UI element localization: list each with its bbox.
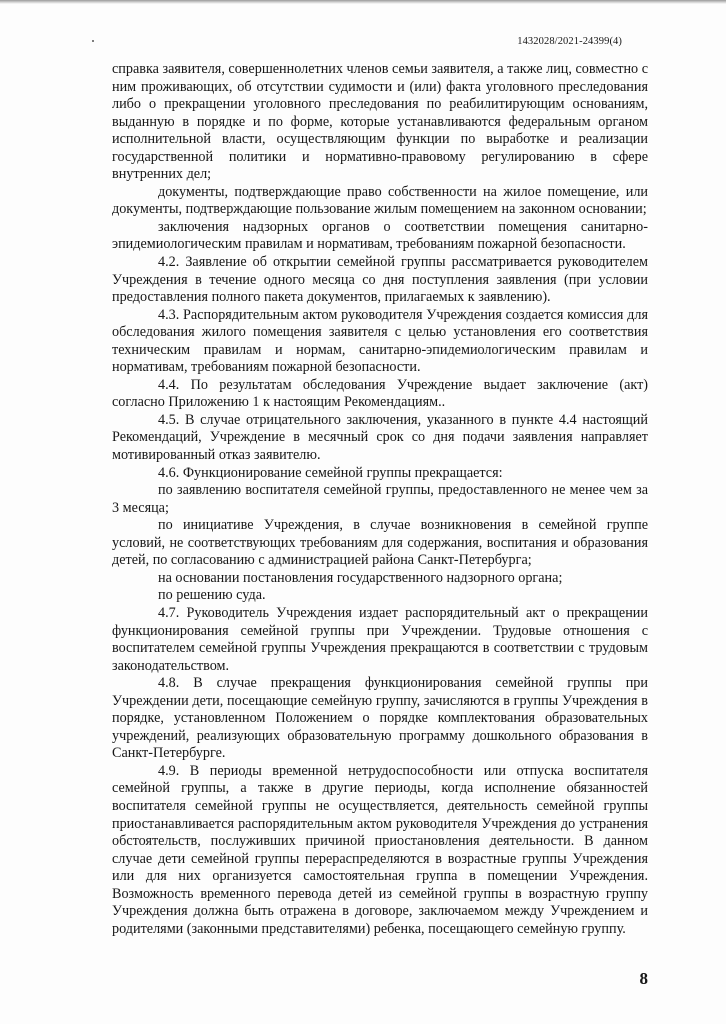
paragraph-4-5: 4.5. В случае отрицательного заключения, указанного в пункте 4.4 настоящий Рекомендаций, Учреждение в месячный срок со дня подачи заявления направляет мотивированный отказ заявителю. [112,411,648,464]
list-item-institution-initiative: по инициативе Учреждения, в случае возникновения в семейной группе условий, не соответствующих требованиям для содержания, воспитания и образования детей, по согласованию с администрацией района Санкт-Петербурга; [112,517,648,569]
paragraph-4-7: 4.7. Руководитель Учреждения издает распорядительный акт о прекращении функционирования семейной группы при Учреждении. Трудовые отношения с воспитателем семейной группы Учреждения прекращаются в соответствии с трудовым законодательством. [112,604,648,674]
paragraph-4-4: 4.4. По результатам обследования Учреждение выдает заключение (акт) согласно Приложению 1 к настоящим Рекомендациям.. [112,376,648,411]
paragraph-4-9: 4.9. В периоды временной нетрудоспособности или отпуска воспитателя семейной группы, а также в другие периоды, когда исполнение обязанностей воспитателя семейной группы не осуществляется, деятельность семейной группы приостанавливается распорядительным актом руководителя Учреждения до устранения обстоятельств, послуживших причиной приостановления деятельности. В данном случае дети семейной группы перераспределяются в возрастные группы Учреждения или для них организуется самостоятельная группа в помещении Учреждения. Возможность временного перевода детей из семейной группы в возрастную группу Учреждения должна быть отражена в договоре, заключаемом между Учреждением и родителями (законными представителями) ребенка, посещающего семейную группу. [112,762,648,937]
scan-top-edge [0,0,726,4]
document-body [112,61,648,938]
document-registration-number: 1432028/2021-24399(4) [517,36,622,47]
paragraph-4-6: 4.6. Функционирование семейной группы прекращается: [158,464,503,481]
paragraph-criminal-record-certificate: справка заявителя, совершеннолетних членов семьи заявителя, а также лиц, совместно с ним проживающих, об отсутствии судимости и (или) факта уголовного преследования либо о прекращении уголовного преследования по реабилитирующим основаниям, выданную в порядке и по форме, которые устанавливаются федеральным органом исполнительной власти, осуществляющим функции по выработке и реализации государственной политики и нормативно-правовому регулированию в сфере внутренних дел; [112,61,648,183]
list-item-supervisory-order: на основании постановления государственного надзорного органа; [158,569,563,586]
list-item-court-decision: по решению суда. [158,587,266,604]
scan-speck [92,40,94,42]
paragraph-supervisory-conclusions: заключения надзорных органов о соответствии помещения санитарно-эпидемиологическим правилам и нормативам, требованиям пожарной безопасности. [112,218,648,253]
page-number: 8 [639,969,648,988]
list-item-educator-request: по заявлению воспитателя семейной группы, предоставленного не менее чем за 3 месяца; [112,482,648,516]
paragraph-4-8: 4.8. В случае прекращения функционирования семейной группы при Учреждении дети, посещающие семейную группу, зачисляются в группы Учреждения в порядке, установленном Положением о порядке комплектования образовательных учреждений, реализующих образовательную программу дошкольного образования в Санкт-Петербурге. [112,675,648,762]
paragraph-4-3: 4.3. Распорядительным актом руководителя Учреждения создается комиссия для обследования жилого помещения заявителя с целью установления его соответствия техническим правилам и нормам, санитарно-эпидемиологическим правилам и нормативам, требованиям пожарной безопасности. [112,306,648,376]
paragraph-4-2: 4.2. Заявление об открытии семейной группы рассматривается руководителем Учреждения в течение одного месяца со дня поступления заявления (при условии предоставления полного пакета документов, прилагаемых к заявлению). [112,254,648,306]
paragraph-ownership-documents: документы, подтверждающие право собственности на жилое помещение, или документы, подтверждающие пользование жилым помещением на законном основании; [112,183,648,218]
